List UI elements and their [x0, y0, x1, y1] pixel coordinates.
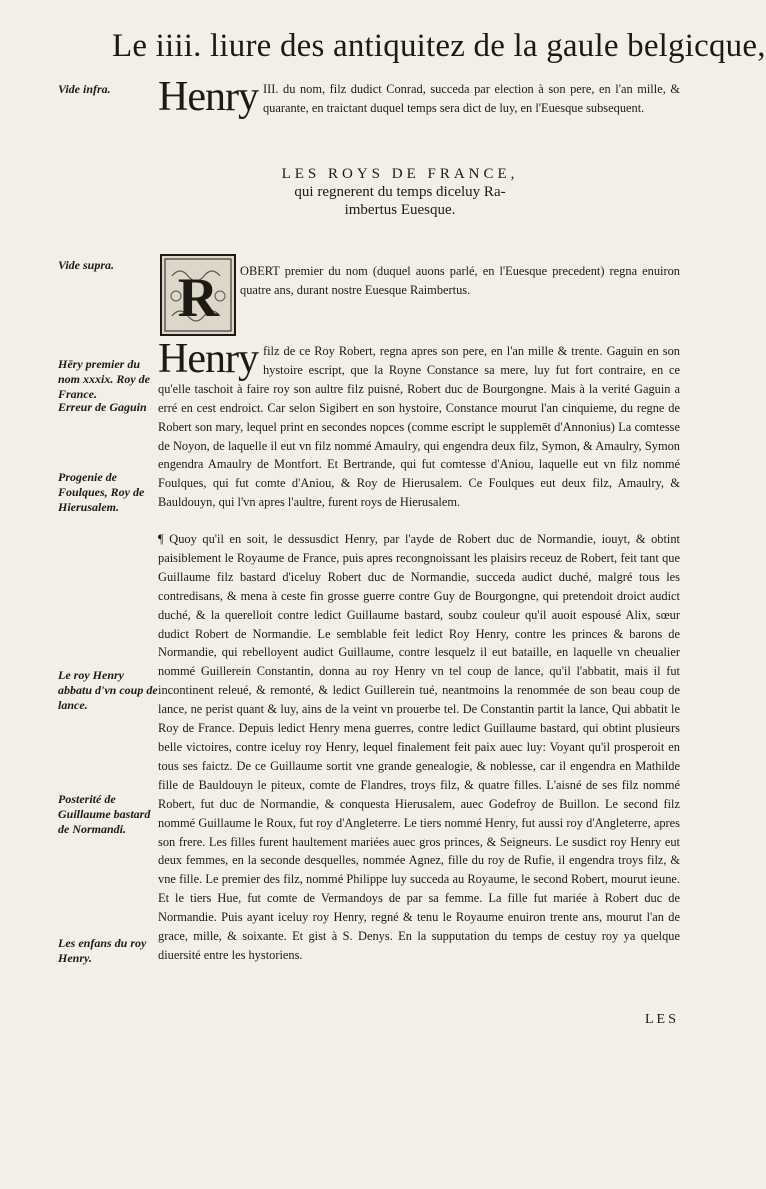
heading-line: LES ROYS DE FRANCE, [281, 166, 519, 182]
dropcap-letter: R [177, 267, 219, 329]
display-word-henry: Henry [158, 336, 258, 382]
paragraph-henry-premier [158, 336, 680, 512]
ornamental-initial [160, 254, 236, 336]
paragraph-henry-iii [158, 74, 680, 120]
margin-note-progenie: Progenie de Foulques, Roy de Hierusalem. [58, 470, 145, 514]
margin-note-erreur-gaguin: Erreur de Gaguin [58, 400, 147, 414]
heading-line: qui regnerent du temps diceluy Ra- [294, 184, 506, 200]
margin-note-roy-henry-coup: Le roy Henry abbatu d'vn coup de lance. [58, 668, 158, 712]
ornamental-initial-icon [162, 256, 234, 334]
margin-note-henry-premier: Hēry premier du nom xxxix. Roy de France. [58, 357, 150, 401]
margin-note-vide-supra: Vide supra. [58, 258, 115, 272]
paragraph-quoy-quil: ¶ Quoy qu'il en soit, le dessusdict Henry, par l'ayde de Robert duc de Normandie, iouyt, & obtint paisiblement le Royaume de France, puis apres recongnoissant les plaisirs receuz de Robert, feit tant que Guillaume filz bastard d'iceluy Robert duc de Normandie, succeda audict duché, malgré tous les contredisans, & mena à ceste fin grosse guerre contre Guy de Bourgongne, qui pretendoit droict audict duché, & la querelloit contre ledict Guillaume bastard, soubz couleur qu'il auoit espousé Alix, sœur dudict Robert de Normandie. Le semblable feit ledict Roy Henry, contre les princes & barons de Normandie, qui rebelloyent audict Guillaume, contre lesquelz il eut bataille, en laquelle vn cheualier nommé Guillerein Constantin, donna au roy Henry vn tel coup de lance, qu'il l'abbatit, mais il fut incontinent releué, & remonté, & ledict Guillerein tué, neantmoins la renommée de son beau coup de lance, ne perist quant & luy, ains de la veint vn prouerbe tel. De Constantin partit la lance, Qui abbatit le Roy de France. Depuis ledict Henry mena guerres, contre ledict Guillaume bastard, qui obtint plusieurs belle victoires, contre iceluy roy Henry, lequel finalement feit paix auec luy: Voyant qu'il prosperoit en tous ses faictz. De ce Guillaume sortit vne grande genealogie, & noblesse, car il engendra en Mathilde fille de Bauldouyn le piteux, comte de Flandres, troys filz, & quatre filles. L'aisné de ses filz nommé Robert, fut duc de Normandie, & conquesta Hierusalem, auec Godefroy de Buillon. Le second filz nommé Guillaume le Roux, fut roy d'Angleterre. Le tiers nommé Henry, fut aussi roy d'Angleterre, apres son frere. Les filles furent haultement mariées auec gros princes, & Seigneurs. Le susdict roy Henry eut deux femmes, en la seconde desquelles, nommée Agnez, fille du roy de Rufie, il engendra troys filz, & vne fille. Le premier des filz, nommé Philippe luy succeda au Royaume, le second Robert, mourut ieune. Et le tiers Hue, fut comte de Vermandoys de par sa femme. La fille fut mariée à Robert duc de Normandie. Puis ayant iceluy roy Henry, regné & tenu le Royaume enuiron trente ans, mourut l'an de grace, mille, & soixante. Et gist à S. Denys. En la supputation du temps de cestuy roy ya quelque diuersité entre les hystoriens. [158, 532, 680, 962]
margin-note-enfans: Les enfans du roy Henry. [58, 936, 147, 965]
paragraph-robert: OBERT premier du nom (duquel auons parlé, en l'Euesque precedent) regna enuiron quatre ans, durant nostre Euesque Raimbertus. [240, 264, 680, 297]
heading-line: imbertus Euesque. [344, 202, 456, 218]
paragraph-text: filz de ce Roy Robert, regna apres son pere, en l'an mille & trente. Gaguin en son hystoire escript, que la Royne Constance sa mere, luy fut fort contraire, en ce qu'elle taschoit à faire roy son aultre filz puisné, Robert duc de Bourgongne. Mais à la verité Gaguin a erré en cest endroict. Car selon Sigibert en son hystoire, Constance mourut l'an cinquieme, du regne de Robert son mary, lequel print en secondes nopces (comme escript le supplemēt d'Annonius) La comtesse de Noyon, de laquelle il eut vn filz nommé Amaulry, qui engendra deux filz, Symon, & Amaulry, Symon engendra Amaulry de Montfort. Et Bertrande, qui fut comtesse d'Aniou, laquelle eut vn filz nommé Foulques, qui fut comte d'Aniou, & Roy de Hierusalem. Ce Foulques eut deux filz, Amaulry, & Bauldouyn, qui l'vn apres l'aultre, furent roys de Hierusalem. [158, 344, 680, 510]
catchword: LES [645, 1012, 679, 1027]
running-header: Le iiii. liure des antiquitez de la gaule belgicque, [112, 28, 766, 64]
margin-note-vide-infra: Vide infra. [58, 82, 111, 96]
paragraph-text: III. du nom, filz dudict Conrad, succeda par election à son pere, en l'an mille, & quarante, en traictant duquel temps sera dict de luy, en l'Euesque subsequent. [262, 82, 680, 115]
section-heading [200, 165, 600, 219]
margin-note-posterite: Posterité de Guillaume bastard de Normandi. [58, 792, 151, 836]
display-word-henry: Henry [158, 74, 258, 120]
